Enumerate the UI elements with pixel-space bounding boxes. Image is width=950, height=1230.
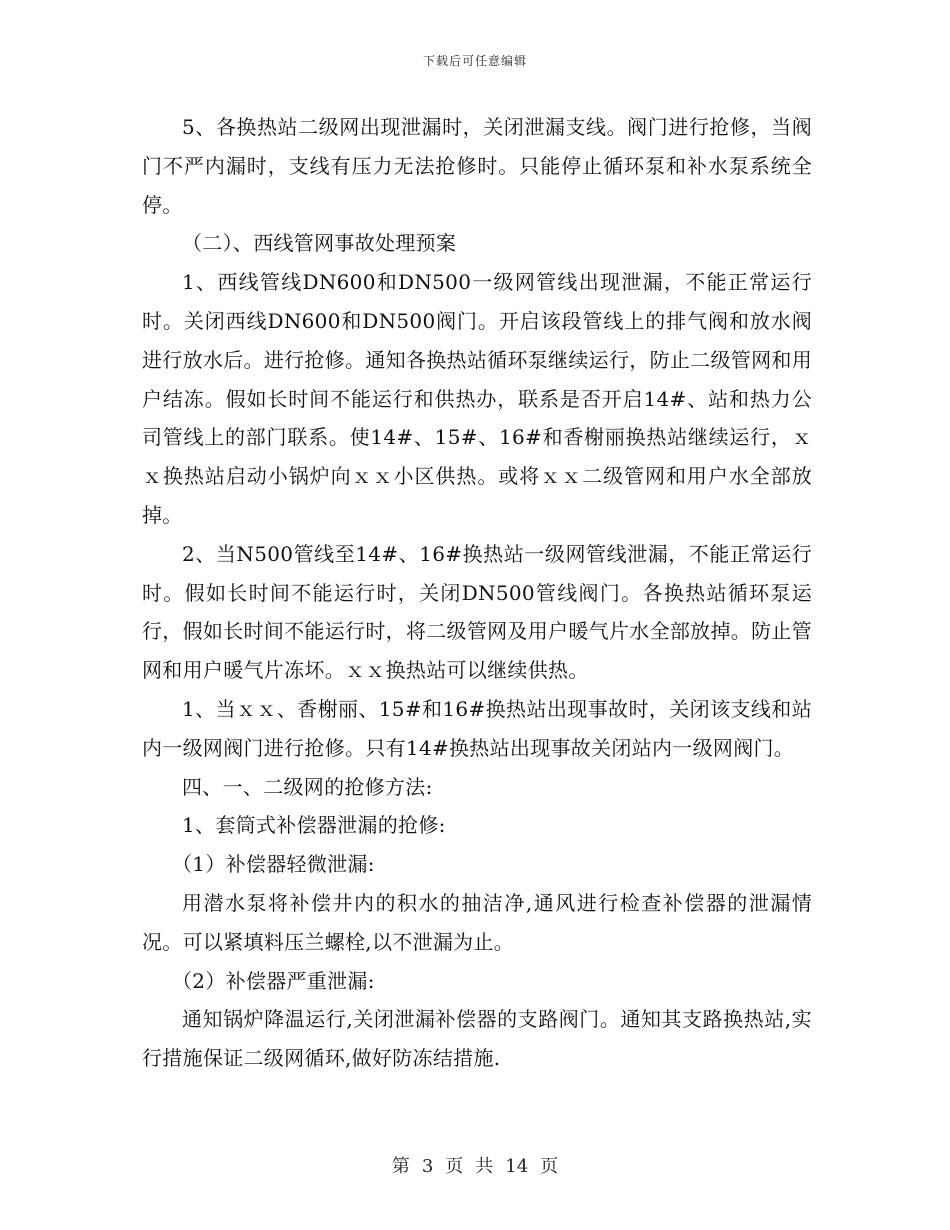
total-label: 共 bbox=[475, 1156, 494, 1177]
document-body bbox=[142, 108, 812, 1078]
paragraph-station-accident: 1、当ｘｘ、香榭丽、15#和16#换热站出现事故时，关闭该支线和站内一级网阀门进行抢修。只有14#换热站出现事故关闭站内一级网阀门。 bbox=[142, 696, 812, 760]
total-unit: 页 bbox=[540, 1156, 559, 1177]
subheading-minor-leak: （1）补偿器轻微泄漏: bbox=[172, 852, 375, 877]
paragraph-n500-pipeline-leak: 2、当N500管线至14#、16#换热站一级网管线泄漏，不能正常运行时。假如长时间不能运行时，关闭DN500管线阀门。各换热站循环泵运行，假如长时间不能运行时，将二级管网及用户暖气片水全部放掉。防止管网和用户暖气片冻坏。ｘｘ换热站可以继续供热。 bbox=[142, 541, 812, 683]
subheading-sleeve-compensator: 1、套筒式补偿器泄漏的抢修: bbox=[182, 813, 446, 838]
page-footer bbox=[0, 1152, 950, 1178]
subheading-severe-leak: （2）补偿器严重泄漏: bbox=[172, 968, 375, 993]
paragraph-west-line-dn600-dn500: 1、西线管线DN600和DN500一级网管线出现泄漏，不能正常运行时。关闭西线DN600和DN500阀门。开启该段管线上的排气阀和放水阀进行放水后。进行抢修。通知各换热站循环泵继续运行，防止二级管网和用户结冻。假如长时间不能运行和供热办，联系是否开启14#、站和热力公司管线上的部门联系。使14#、15#、16#和香榭丽换热站继续运行，ｘｘ换热站启动小锅炉向ｘｘ小区供热。或将ｘｘ二级管网和用户水全部放掉。 bbox=[142, 270, 812, 527]
page-label: 第 bbox=[391, 1156, 410, 1177]
section-heading-repair-methods: 四、一、二级网的抢修方法: bbox=[182, 774, 433, 799]
page-unit: 页 bbox=[445, 1156, 464, 1177]
paragraph-minor-leak-repair: 用潜水泵将补偿井内的积水的抽洁净,通风进行检查补偿器的泄漏情况。可以紧填料压兰螺栓,以不泄漏为止。 bbox=[142, 890, 812, 954]
paragraph-severe-leak-repair: 通知锅炉降温运行,关闭泄漏补偿器的支路阀门。通知其支路换热站,实行措施保证二级网循环,做好防冻结措施. bbox=[142, 1007, 812, 1071]
paragraph-heat-station-leak: 5、各换热站二级网出现泄漏时，关闭泄漏支线。阀门进行抢修，当阀门不严内漏时，支线有压力无法抢修时。只能停止循环泵和补水泵系统全停。 bbox=[142, 115, 812, 217]
total-pages: 14 bbox=[505, 1156, 529, 1177]
page-number: 3 bbox=[421, 1156, 434, 1177]
page-header-note: 下载后可任意编辑 bbox=[422, 54, 527, 68]
section-heading-west-line-plan: （二）、西线管网事故处理预案 bbox=[182, 231, 457, 256]
